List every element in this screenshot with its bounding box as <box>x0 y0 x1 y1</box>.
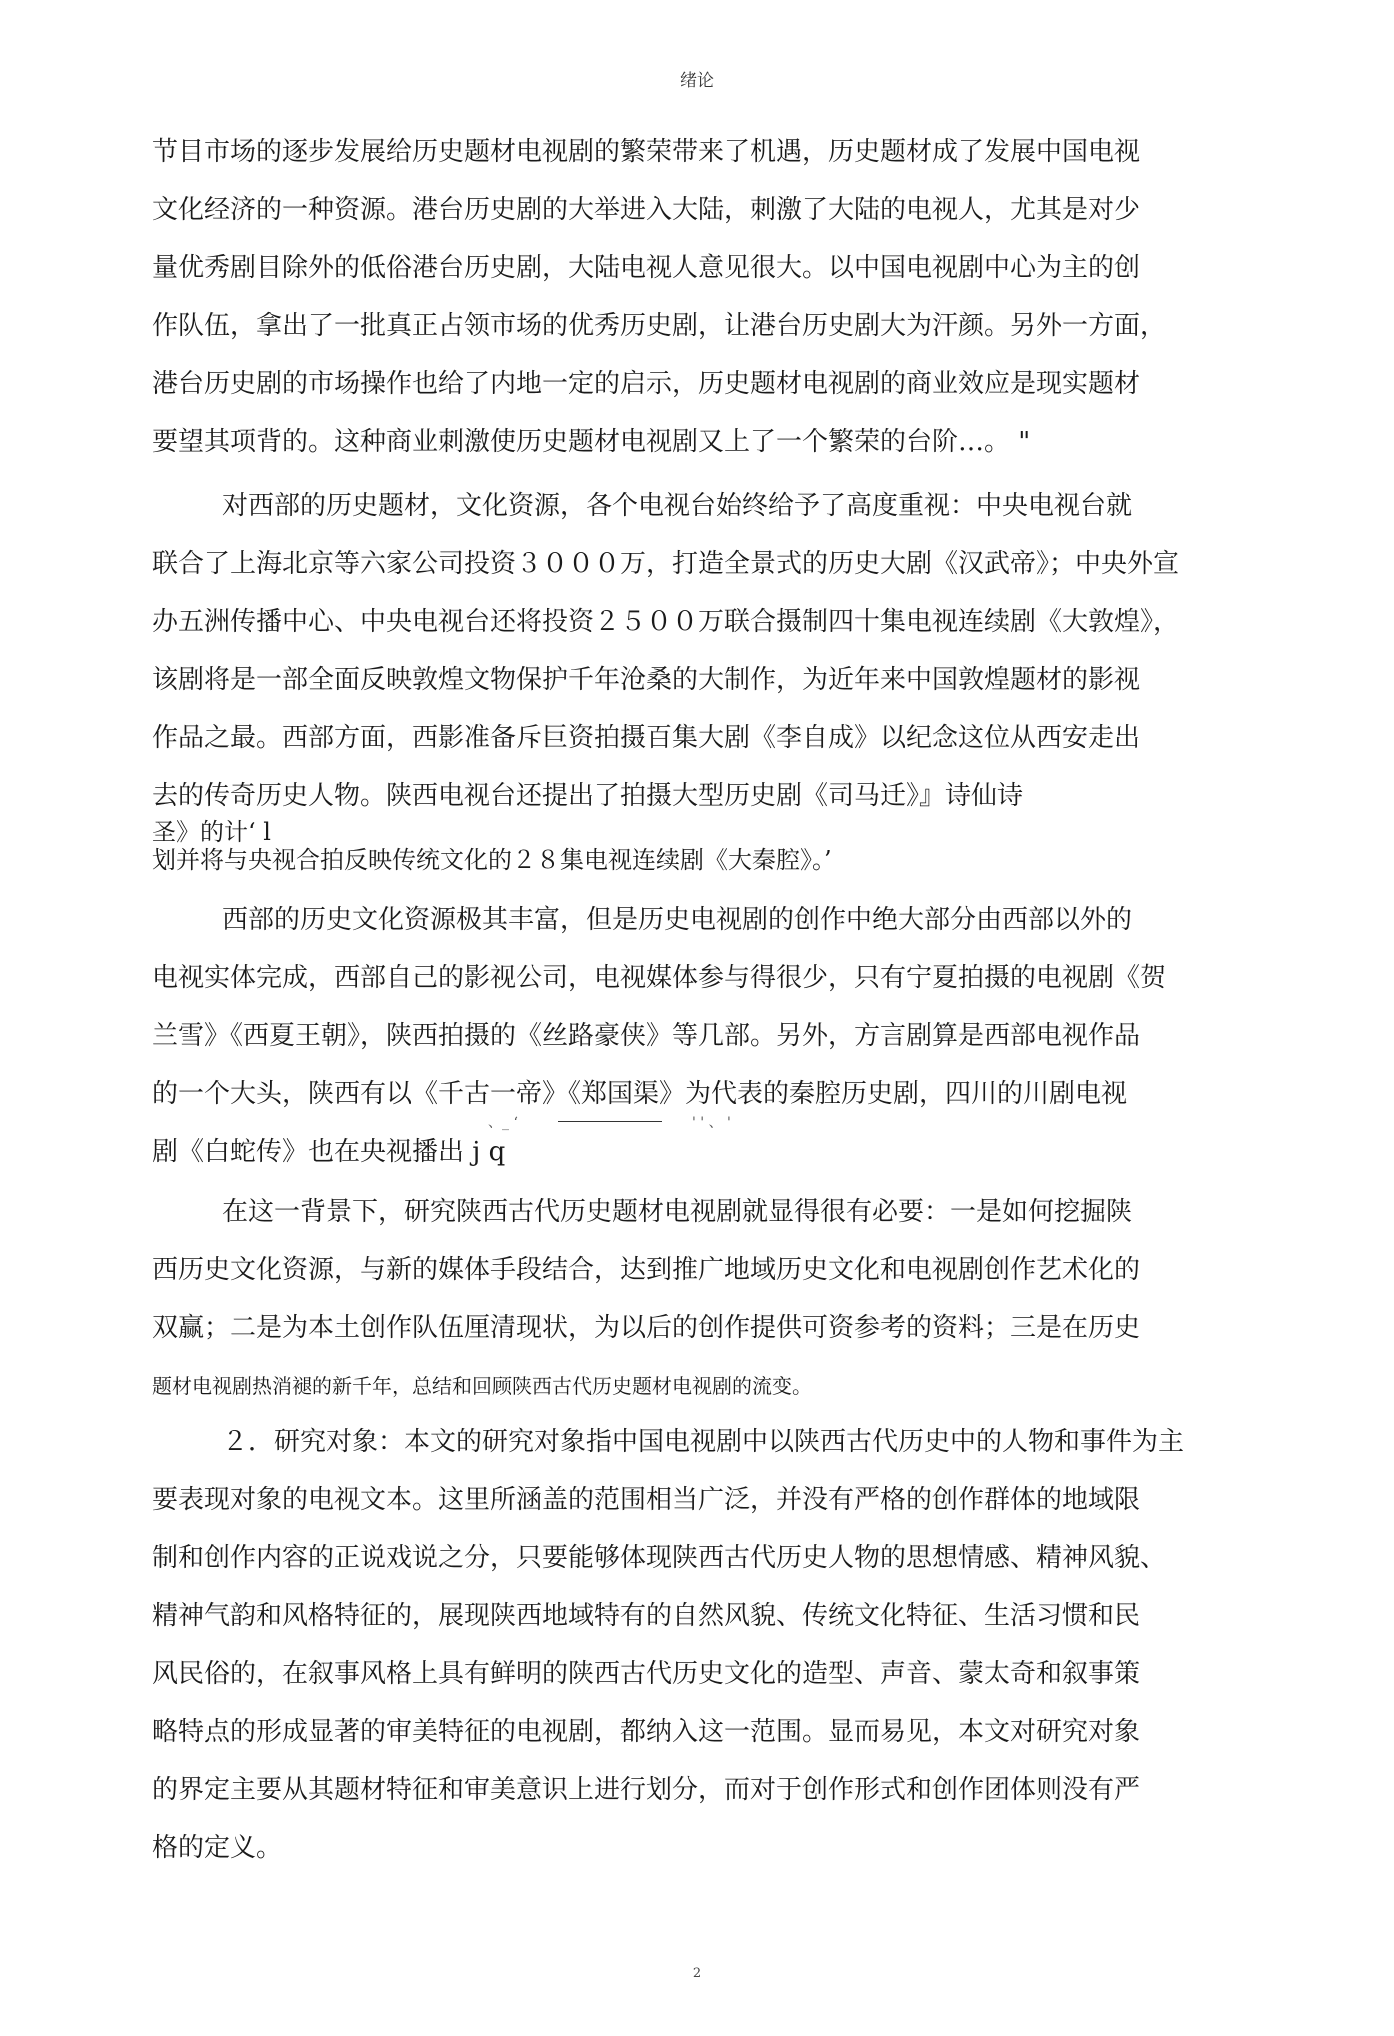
text-line: 节目市场的逐步发展给历史题材电视剧的繁荣带来了机遇，历史题材成了发展中国电视 <box>152 137 1141 167</box>
text-line: 办五洲传播中心、中央电视台还将投资２５００万联合摄制四十集电视连续剧《大敦煌》， <box>152 607 1180 637</box>
text-line: 双赢；二是为本土创作队伍厘清现状，为以后的创作提供可资参考的资料；三是在历史 <box>152 1313 1141 1343</box>
text-line: 要望其项背的。这种商业刺激使历史题材电视剧又上了一个繁荣的台阶…。 " <box>152 427 1031 457</box>
running-header: 绪论 <box>680 71 714 91</box>
text-line: ２．研究对象：本文的研究对象指中国电视剧中以陕西古代历史中的人物和事件为主 <box>222 1427 1185 1457</box>
text-line: 在这一背景下，研究陕西古代历史题材电视剧就显得很有必要：一是如何挖掘陕 <box>222 1197 1133 1227</box>
text-line: 联合了上海北京等六家公司投资３０００万，打造全景式的历史大剧《汉武帝》；中央外宣 <box>152 549 1180 579</box>
text-line: 格的定义。 <box>152 1833 283 1863</box>
text-line: 港台历史剧的市场操作也给了内地一定的启示，历史题材电视剧的商业效应是现实题材 <box>152 369 1141 399</box>
text-line: 作品之最。西部方面，西影准备斥巨资拍摄百集大剧《李自成》以纪念这位从西安走出 <box>152 723 1141 753</box>
text-line: 西历史文化资源，与新的媒体手段结合，达到推广地域历史文化和电视剧创作艺术化的 <box>152 1255 1141 1285</box>
text-line: 兰雪》《西夏王朝》，陕西拍摄的《丝路豪侠》等几部。另外，方言剧算是西部电视作品 <box>152 1021 1141 1051</box>
text-line: 的界定主要从其题材特征和审美意识上进行划分，而对于创作形式和创作团体则没有严 <box>152 1775 1141 1805</box>
text-line: 题材电视剧热消褪的新千年，总结和回顾陕西古代历史题材电视剧的流变。 <box>152 1374 812 1398</box>
text-line: 该剧将是一部全面反映敦煌文物保护千年沧桑的大制作，为近年来中国敦煌题材的影视 <box>152 665 1141 695</box>
text-line: 对西部的历史题材，文化资源，各个电视台始终给予了高度重视：中央电视台就 <box>222 491 1133 521</box>
text-line: 划并将与央视合拍反映传统文化的２８集电视连续剧《大秦腔》。’ <box>152 846 832 874</box>
text-line: 制和创作内容的正说戏说之分，只要能够体现陕西古代历史人物的思想情感、精神风貌、 <box>152 1543 1167 1573</box>
page-number: 2 <box>692 1966 702 1981</box>
text-line: 量优秀剧目除外的低俗港台历史剧，大陆电视人意见很大。以中国电视剧中心为主的创 <box>152 253 1141 283</box>
text-line: 的一个大头，陕西有以《千古一帝》《郑国渠》为代表的秦腔历史剧，四川的川剧电视 <box>152 1079 1128 1109</box>
text-line: 精神气韵和风格特征的，展现陕西地域特有的自然风貌、传统文化特征、生活习惯和民 <box>152 1601 1141 1631</box>
text-line: 剧《白蛇传》也在央视播出 j q <box>152 1137 506 1167</box>
text-line: 电视实体完成，西部自己的影视公司，电视媒体参与得很少，只有宁夏拍摄的电视剧《贺 <box>152 963 1167 993</box>
text-line: 要表现对象的电视文本。这里所涵盖的范围相当广泛，并没有严格的创作群体的地域限 <box>152 1485 1141 1515</box>
text-fragment: 圣》的计‘ l <box>152 818 271 846</box>
scan-noise-mark: 、_ ‘ <box>488 1115 518 1131</box>
scan-noise-rule <box>558 1121 662 1122</box>
text-line: 去的传奇历史人物。陕西电视台还提出了拍摄大型历史剧《司马迁》』诗仙诗 <box>152 781 1024 811</box>
text-line: 作队伍，拿出了一批真正占领市场的优秀历史剧，让港台历史剧大为汗颜。另外一方面， <box>152 311 1167 341</box>
text-line: 文化经济的一种资源。港台历史剧的大举进入大陆，刺激了大陆的电视人，尤其是对少 <box>152 195 1141 225</box>
scan-noise-mark: ' ' 、 ' <box>692 1115 731 1131</box>
text-line: 西部的历史文化资源极其丰富，但是历史电视剧的创作中绝大部分由西部以外的 <box>222 905 1133 935</box>
text-line: 略特点的形成显著的审美特征的电视剧，都纳入这一范围。显而易见，本文对研究对象 <box>152 1717 1141 1747</box>
text-line: 风民俗的，在叙事风格上具有鲜明的陕西古代历史文化的造型、声音、蒙太奇和叙事策 <box>152 1659 1141 1689</box>
